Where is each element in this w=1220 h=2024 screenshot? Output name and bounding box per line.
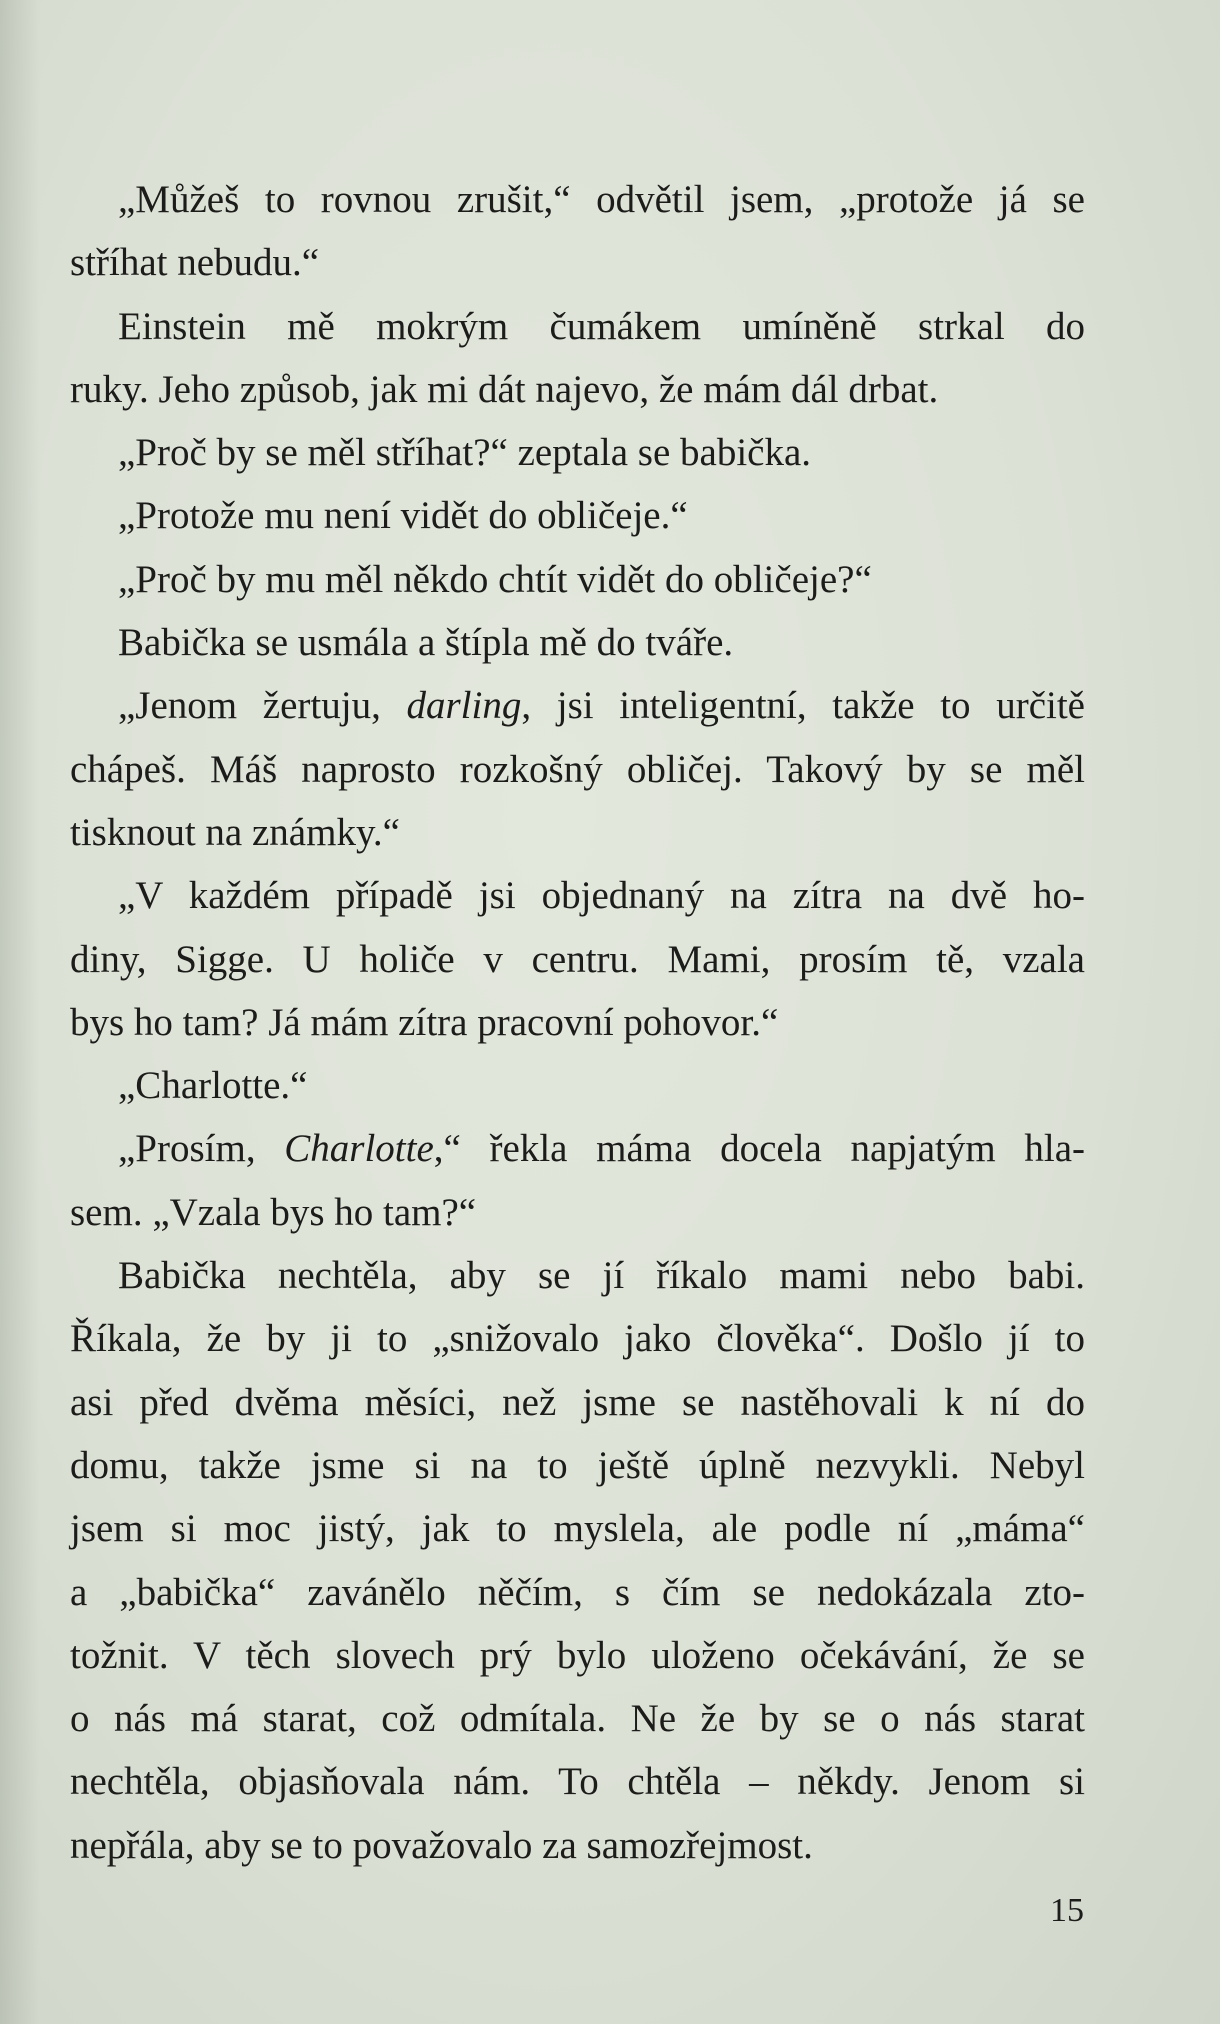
text-line: „Můžeš to rovnou zrušit,“ odvětil jsem, „protože já se [118,178,1085,221]
text-line: Říkala, že by ji to „snižovalo jako člověka“. Došlo jí to [70,1317,1085,1361]
text-line: „Jenom žertuju, darling, jsi inteligentní, takže to určitě [118,684,1085,728]
text-line: stříhat nebudu.“ [70,241,320,285]
italic-word: darling [406,684,522,728]
text-line: domu, takže jsme si na to ještě úplně nezvykli. Nebyl [70,1443,1085,1487]
text-line: jsem si moc jistý, jak to myslela, ale podle ní „máma“ [70,1507,1085,1551]
text-line: chápeš. Máš naprosto rozkošný obličej. Takový by se měl [70,747,1085,791]
text-line: nechtěla, objasňovala nám. To chtěla – někdy. Jenom si [70,1760,1085,1804]
text-line: o nás má starat, což odmítala. Ne že by se o nás starat [70,1697,1085,1741]
text-line: „Protože mu není vidět do obličeje.“ [118,494,688,538]
text-line: „Prosím, Charlotte,“ řekla máma docela napjatým hla- [118,1127,1085,1171]
text-line: „Proč by mu měl někdo chtít vidět do obličeje?“ [118,557,872,601]
text-line: Babička nechtěla, aby se jí říkalo mami nebo babi. [118,1254,1085,1298]
text-line: Einstein mě mokrým čumákem umíněně strkal do [118,304,1085,348]
body-text [70,168,1085,1877]
text-line: tisknout na známky.“ [70,810,400,854]
text-line: asi před dvěma měsíci, než jsme se nastěhovali k ní do [70,1380,1085,1424]
page-number: 15 [1050,1892,1084,1929]
text-line: „Proč by se měl stříhat?“ zeptala se babička. [118,431,812,475]
text-line: „V každém případě jsi objednaný na zítra na dvě ho- [118,874,1085,918]
text-line: tožnit. V těch slovech prý bylo uloženo očekávání, že se [70,1633,1085,1677]
text-line: Babička se usmála a štípla mě do tváře. [118,621,734,665]
text-line: a „babička“ zavánělo něčím, s čím se nedokázala zto- [70,1570,1085,1614]
text-line: nepřála, aby se to považovalo za samozřejmost. [70,1823,813,1867]
text-line: ruky. Jeho způsob, jak mi dát najevo, že mám dál drbat. [70,367,939,411]
spine-shadow [0,0,40,2024]
text-line: bys ho tam? Já mám zítra pracovní pohovor.“ [70,1000,779,1044]
text-line: sem. „Vzala bys ho tam?“ [70,1190,477,1234]
text-line: „Charlotte.“ [118,1064,308,1108]
text-line: diny, Sigge. U holiče v centru. Mami, prosím tě, vzala [70,937,1085,981]
italic-word: Charlotte [284,1127,434,1171]
